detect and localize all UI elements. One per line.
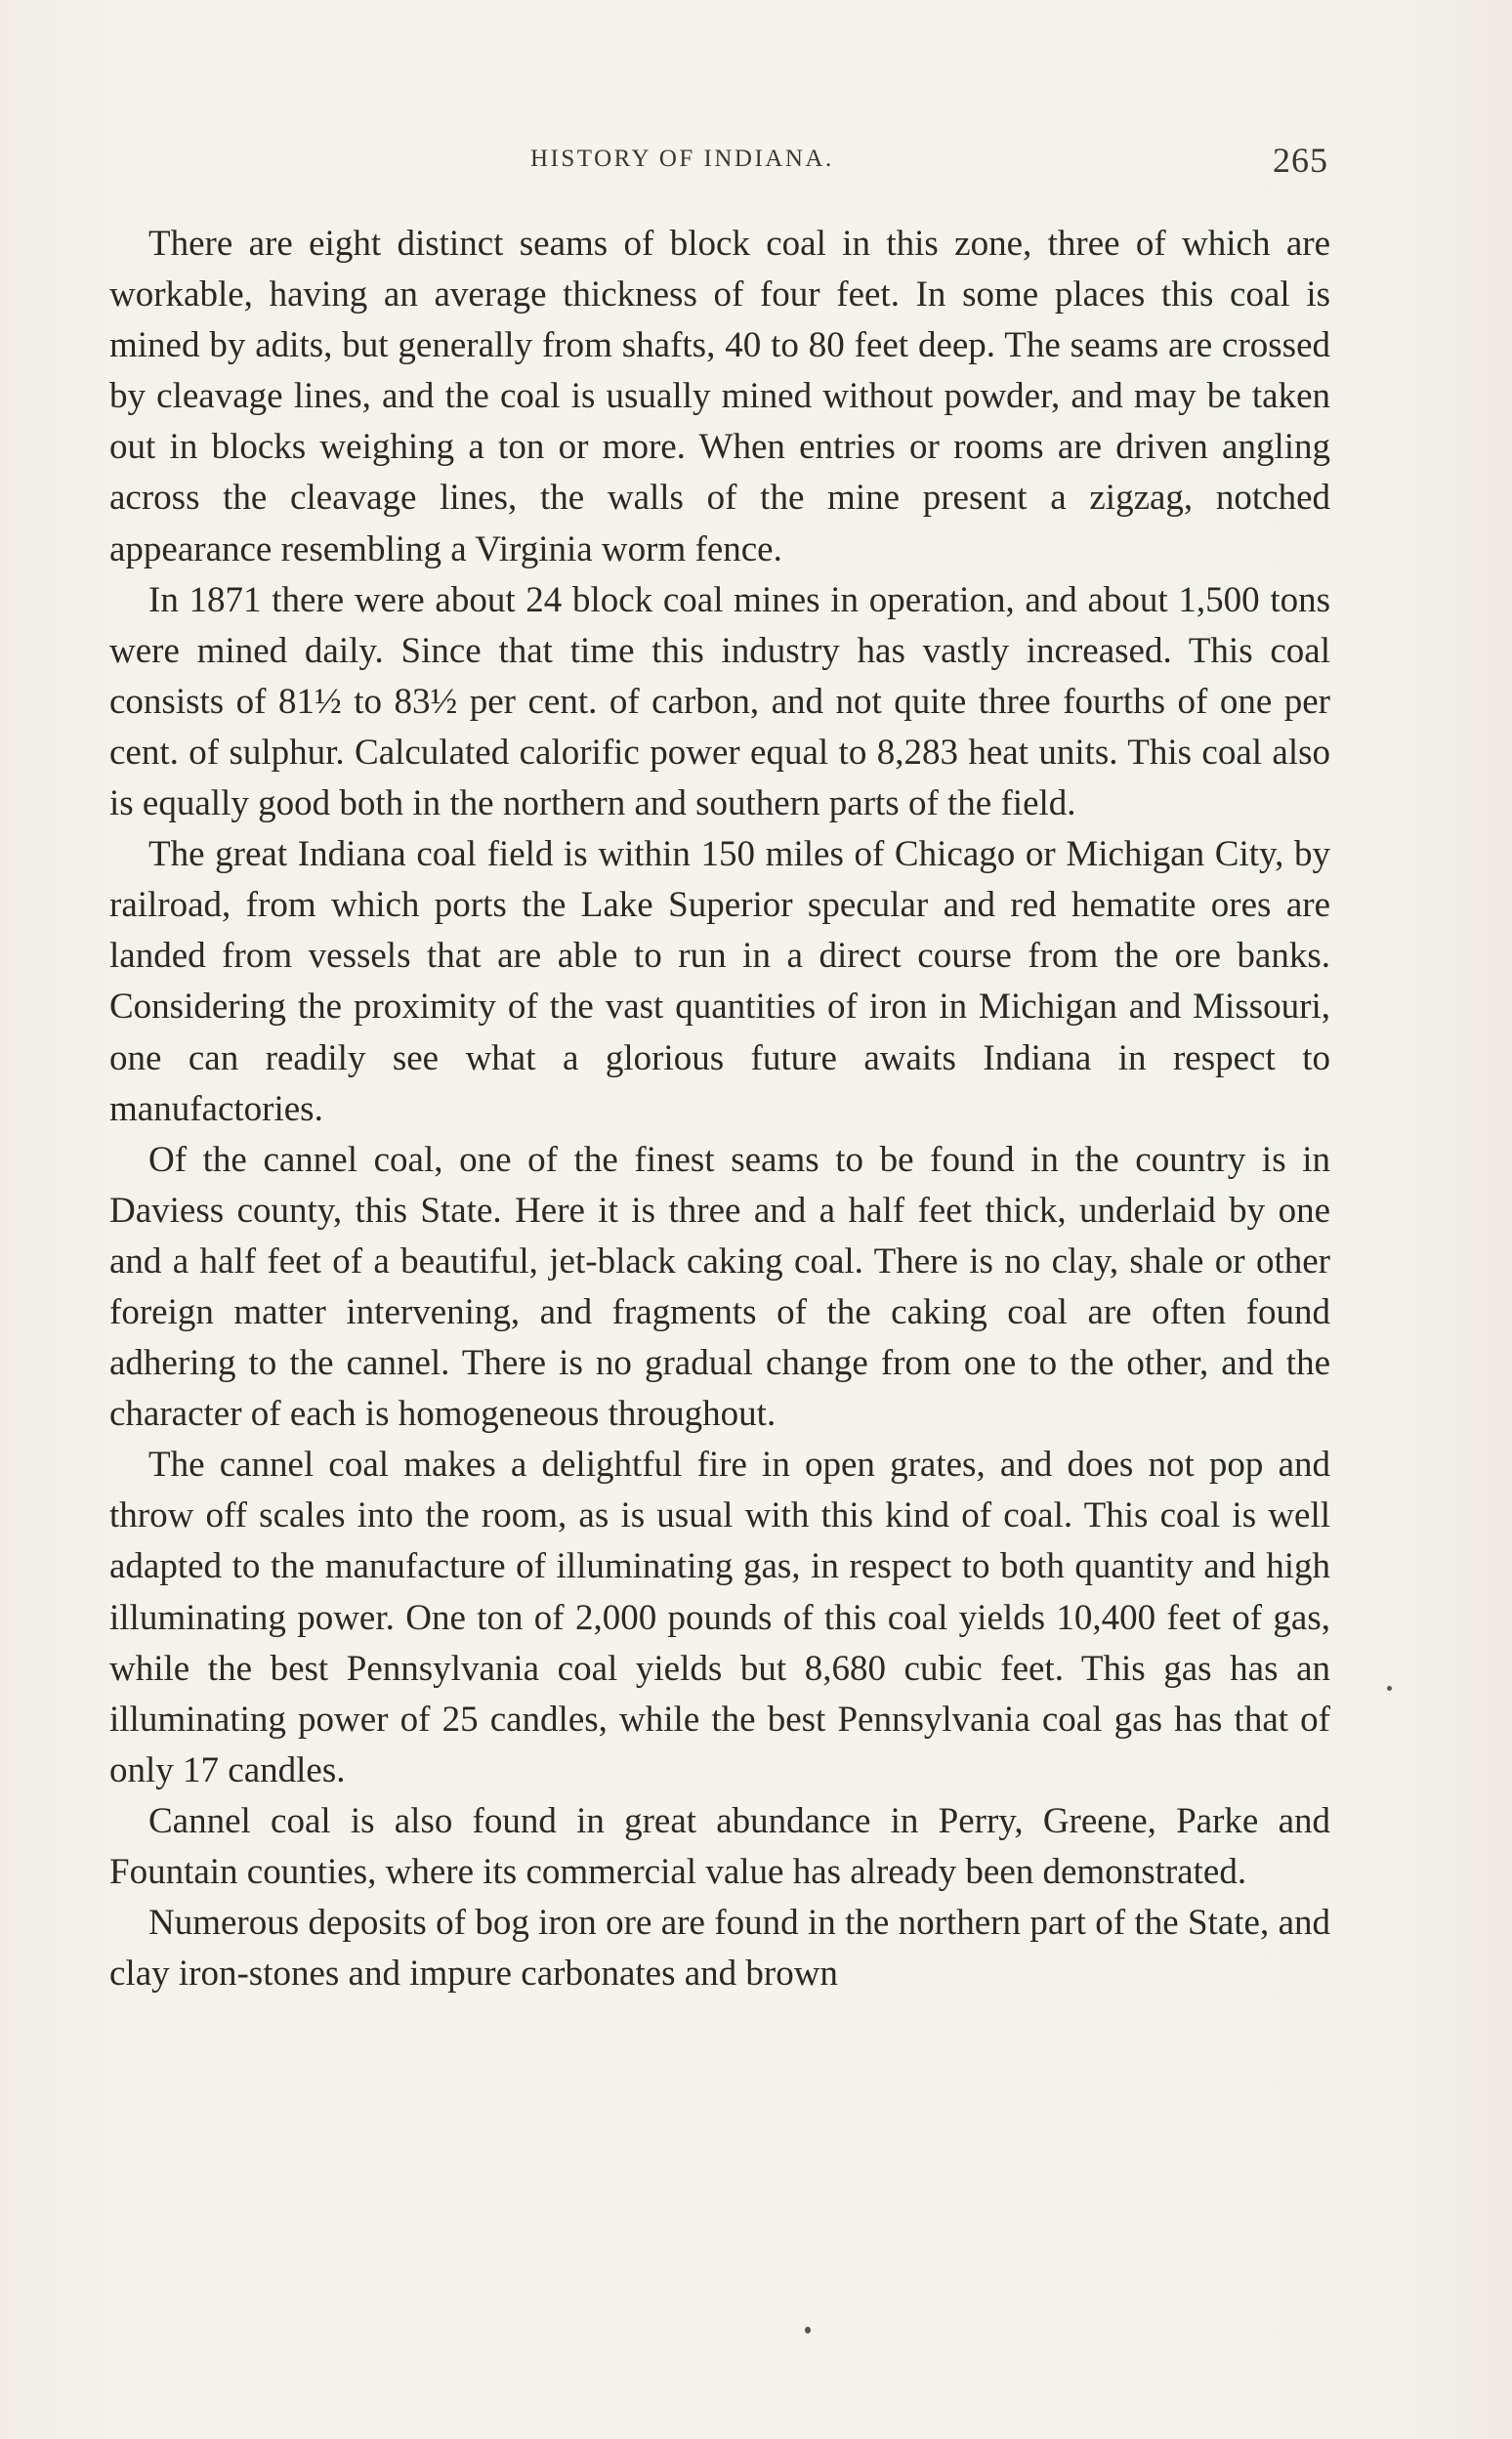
- page-number: 265: [1273, 141, 1328, 180]
- paragraph-cannel-coal-gas: The cannel coal makes a delightful fire in open grates, and does not pop and throw off scales into the room, as is usual with this kind of coal. This coal is well adapted to the manufacture of illuminating gas, in respect to both quantity and high illuminating power. One ton of 2,000 pounds of this coal yields 10,400 feet of gas, while the best Pennsylvania coal yields but 8,680 cubic feet. This gas has an illuminating power of 25 candles, while the best Pennsylvania coal gas has that of only 17 candles.: [109, 1445, 1330, 1790]
- running-title: HISTORY OF INDIANA.: [530, 146, 834, 172]
- paragraph-block-coal-seams: There are eight distinct seams of block coal in this zone, three of which are workable, having an average thickness of four feet. In some places this coal is mined by adits, but generally from shafts, 40 to 80 feet deep. The seams are crossed by cleavage lines, and the coal is usually mined without powder, and may be taken out in blocks weighing a ton or more. When entries or rooms are driven angling across the cleavage lines, the walls of the mine present a zigzag, notched appearance resembling a Virginia worm fence.: [109, 224, 1330, 569]
- body-text: [109, 219, 1330, 1999]
- paragraph-cannel-coal-counties: Cannel coal is also found in great abundance in Perry, Greene, Parke and Fountain counties, where its commercial value has already been demonstrated.: [109, 1800, 1330, 1892]
- paper-speck: [805, 2327, 811, 2334]
- paper-speck: [1387, 1686, 1392, 1691]
- paragraph-cannel-coal-daviess: Of the cannel coal, one of the finest seams to be found in the country is in Daviess county, this State. Here it is three and a half feet thick, underlaid by one and a half feet of a beautiful, jet-black caking coal. There is no clay, shale or other foreign matter intervening, and fragments of the caking coal are often found adhering to the cannel. There is no gradual change from one to the other, and the character of each is homogeneous throughout.: [109, 1139, 1330, 1435]
- paragraph-bog-iron-ore: Numerous deposits of bog iron ore are found in the northern part of the State, and clay iron-stones and impure carbonates and brown: [109, 1903, 1330, 1995]
- paragraph-block-coal-mines-1871: In 1871 there were about 24 block coal mines in operation, and about 1,500 tons were mined daily. Since that time this industry has vastly increased. This coal consists of 81½ to 83½ per cent. of carbon, and not quite three fourths of one per cent. of sulphur. Calculated calorific power equal to 8,283 heat units. This coal also is equally good both in the northern and southern parts of the field.: [109, 579, 1330, 824]
- page-header: [107, 140, 1328, 189]
- paragraph-coal-field-location: The great Indiana coal field is within 150 miles of Chicago or Michigan City, by railroad, from which ports the Lake Superior specular and red hematite ores are landed from vessels that are able to run in a direct course from the ore banks. Considering the proximity of the vast quantities of iron in Michigan and Missouri, one can readily see what a glorious future awaits Indiana in respect to manufactories.: [109, 834, 1330, 1129]
